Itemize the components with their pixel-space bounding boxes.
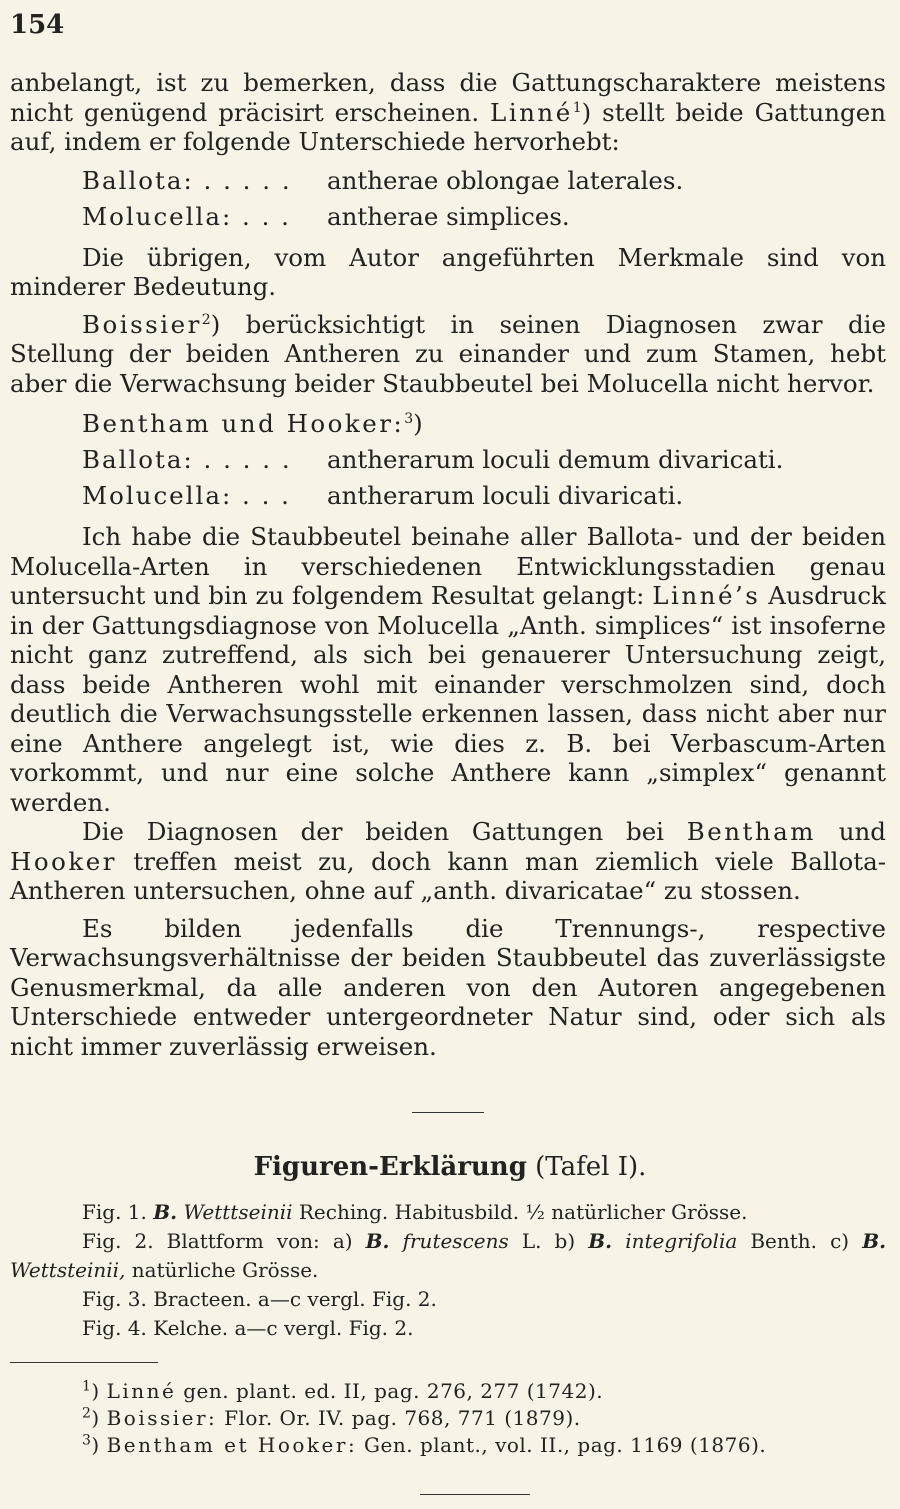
paragraph-1 bbox=[10, 68, 886, 157]
footnote-1: $^1$) Linné gen. plant. ed. II, pag. 276, 277 (1742). bbox=[82, 1378, 604, 1403]
author-hooker: Hooker bbox=[10, 846, 117, 876]
footnote-text: Gen. plant., vol. II., pag. 1169 (1876). bbox=[364, 1433, 767, 1457]
footnote-author: Bentham et Hooker: bbox=[106, 1433, 358, 1457]
footnote-ref-2: 2 bbox=[201, 311, 211, 328]
paragraph-6: Es bilden jedenfalls die Trennungs-, respective Verwachsungsverhältnisse der beiden Staubbeutel das zuverlässigste Genusmerkmal, da alle anderen von den Autoren angegebenen Unterschiede entweder untergeordneter Natur sind, oder sich als nicht immer zuverlässig erweisen. bbox=[10, 913, 886, 1061]
fig-fraction: ½ bbox=[525, 1200, 545, 1224]
footnote-ref-3: 3 bbox=[404, 410, 414, 427]
figure-caption-4: Fig. 4. Kelche. a—c vergl. Fig. 2. bbox=[82, 1316, 414, 1340]
footnote-ref-1: 1 bbox=[572, 99, 582, 116]
genus-trait: antherae oblongae laterales. bbox=[327, 165, 684, 195]
genus-label: Ballota: . . . . . bbox=[82, 445, 292, 474]
genus-label: Molucella: . . . bbox=[82, 481, 291, 510]
diagnosis-row bbox=[10, 199, 886, 235]
bentham-hooker-heading bbox=[10, 406, 886, 442]
fig-number: Fig. 1. bbox=[82, 1200, 147, 1224]
footnote-marker: 2 bbox=[82, 1405, 92, 1422]
footnotes bbox=[82, 1378, 766, 1459]
figure-legend-heading: Figuren-Erklärung bbox=[253, 1152, 527, 1182]
figure-caption-3: Fig. 3. Bracteen. a—c vergl. Fig. 2. bbox=[82, 1287, 437, 1311]
genus-abbr: B. bbox=[365, 1229, 390, 1253]
species-name: frutescens bbox=[402, 1229, 509, 1253]
genus-abbr: B. bbox=[588, 1229, 613, 1253]
section-divider bbox=[412, 1112, 484, 1113]
fig-caption-text: L. b) bbox=[521, 1229, 576, 1253]
diagnosis-row bbox=[10, 478, 886, 514]
end-rule bbox=[420, 1494, 530, 1495]
footnote-author: Boissier: bbox=[106, 1406, 218, 1430]
conjunction: und bbox=[838, 817, 886, 846]
footnote-author: Linné bbox=[106, 1379, 177, 1403]
genus-label: Molucella: . . . bbox=[82, 201, 291, 231]
species-name: Wetttseinii bbox=[183, 1200, 293, 1224]
footnote-marker: 1 bbox=[82, 1378, 92, 1395]
figure-legend bbox=[10, 1198, 886, 1343]
paragraph-5 bbox=[10, 817, 886, 906]
author-boissier: Boissier bbox=[82, 309, 202, 339]
figure-caption-2 bbox=[10, 1227, 886, 1285]
paragraph-2: Die übrigen, vom Autor angeführten Merkmale sind von minderer Bedeutung. bbox=[10, 242, 886, 301]
author-linne: Linné bbox=[490, 97, 573, 127]
paragraph-5-text-a: Die Diagnosen der beiden Gattungen bei bbox=[82, 817, 665, 846]
footnote-text: gen. plant. ed. II, pag. 276, 277 (1742). bbox=[183, 1379, 604, 1403]
paragraph-4 bbox=[10, 522, 886, 817]
figure-caption-1 bbox=[10, 1198, 886, 1227]
figure-legend-plate: (Tafel I). bbox=[535, 1152, 647, 1182]
author-bentham: Bentham bbox=[686, 817, 817, 846]
footnote-text: Flor. Or. IV. pag. 768, 771 (1879). bbox=[224, 1406, 581, 1430]
paragraph-1-text-b: ) stellt beide Gattungen auf, indem er folgende Unterschiede hervorhebt: bbox=[10, 97, 886, 156]
fig-caption-tail: natürliche Grösse. bbox=[131, 1258, 319, 1282]
diagnosis-row bbox=[10, 163, 886, 199]
bentham-hooker-diagnosis-list bbox=[10, 442, 886, 514]
body-text bbox=[10, 68, 886, 1061]
author-linne: Linné’s bbox=[652, 581, 761, 610]
genus-trait: antherarum loculi demum divaricati. bbox=[327, 445, 784, 474]
paragraph-5-text-b: treffen meist zu, doch kann man ziemlich viele Ballota-Antheren untersuchen, ohne auf „anth. divaricatae“ zu stossen. bbox=[10, 846, 886, 905]
paragraph-4-text-a: Ich habe die Staubbeutel beinahe aller Ballota- und der beiden Molucella-Arten in verschiedenen Entwicklungsstadien genau untersucht und bin zu folgendem Resultat gelangt: bbox=[10, 522, 886, 610]
species-name: integrifolia bbox=[625, 1229, 738, 1253]
species-name: Wettsteinii, bbox=[10, 1258, 126, 1282]
paragraph-1-text-a: anbelangt, ist zu bemerken, dass die Gattungscharaktere meistens nicht genügend präcisirt erscheinen. bbox=[10, 68, 886, 127]
fig-caption-text: Benth. c) bbox=[750, 1229, 850, 1253]
fig-number: Fig. 2. bbox=[82, 1229, 154, 1253]
heading-close: ) bbox=[413, 409, 423, 438]
genus-trait: antherarum loculi divaricati. bbox=[327, 481, 684, 510]
fig-caption-tail: natürlicher Grösse. bbox=[551, 1200, 748, 1224]
linne-diagnosis-list bbox=[10, 163, 886, 235]
paragraph-4-text-b: Ausdruck in der Gattungsdiagnose von Molucella „Anth. simplices“ ist insoferne nicht ganz zutreffend, als sich bei genauerer Untersuchung zeigt, dass beide Antheren wohl mit einander verschmolzen sind, doch deutlich die Verwachsungsstelle erkennen lassen, dass nicht aber nur eine Anthere angelegt ist, wie dies z. B. bei Verbascum-Arten vorkommt, und nur eine solche Anthere kann „simplex“ genannt werden. bbox=[10, 581, 886, 817]
genus-abbr: B. bbox=[862, 1229, 887, 1253]
footnote-3: $^3$) Bentham et Hooker: Gen. plant., vol. II., pag. 1169 (1876). bbox=[82, 1432, 767, 1457]
genus-label: Ballota: . . . . . bbox=[82, 165, 292, 195]
paragraph-3-text: ) berücksichtigt in seinen Diagnosen zwar die Stellung der beiden Antheren zu einander und zum Stamen, hebt aber die Verwachsung beider Staubbeutel bei Molucella nicht hervor. bbox=[10, 309, 886, 398]
footnote-2: $^2$) Boissier: Flor. Or. IV. pag. 768, 771 (1879). bbox=[82, 1405, 581, 1430]
paragraph-3 bbox=[10, 310, 886, 399]
diagnosis-row bbox=[10, 442, 886, 478]
footnote-marker: 3 bbox=[82, 1432, 92, 1449]
genus-abbr: B. bbox=[153, 1200, 178, 1224]
page-number: 154 bbox=[10, 10, 65, 40]
fig-caption-text: Reching. Habitusbild. bbox=[298, 1200, 520, 1224]
authors-bentham-hooker: Bentham und Hooker: bbox=[82, 409, 405, 438]
genus-trait: antherae simplices. bbox=[327, 201, 570, 231]
fig-caption-text: Blattform von: a) bbox=[166, 1229, 353, 1253]
footnote-rule bbox=[10, 1362, 158, 1363]
figure-legend-title bbox=[0, 1152, 900, 1182]
